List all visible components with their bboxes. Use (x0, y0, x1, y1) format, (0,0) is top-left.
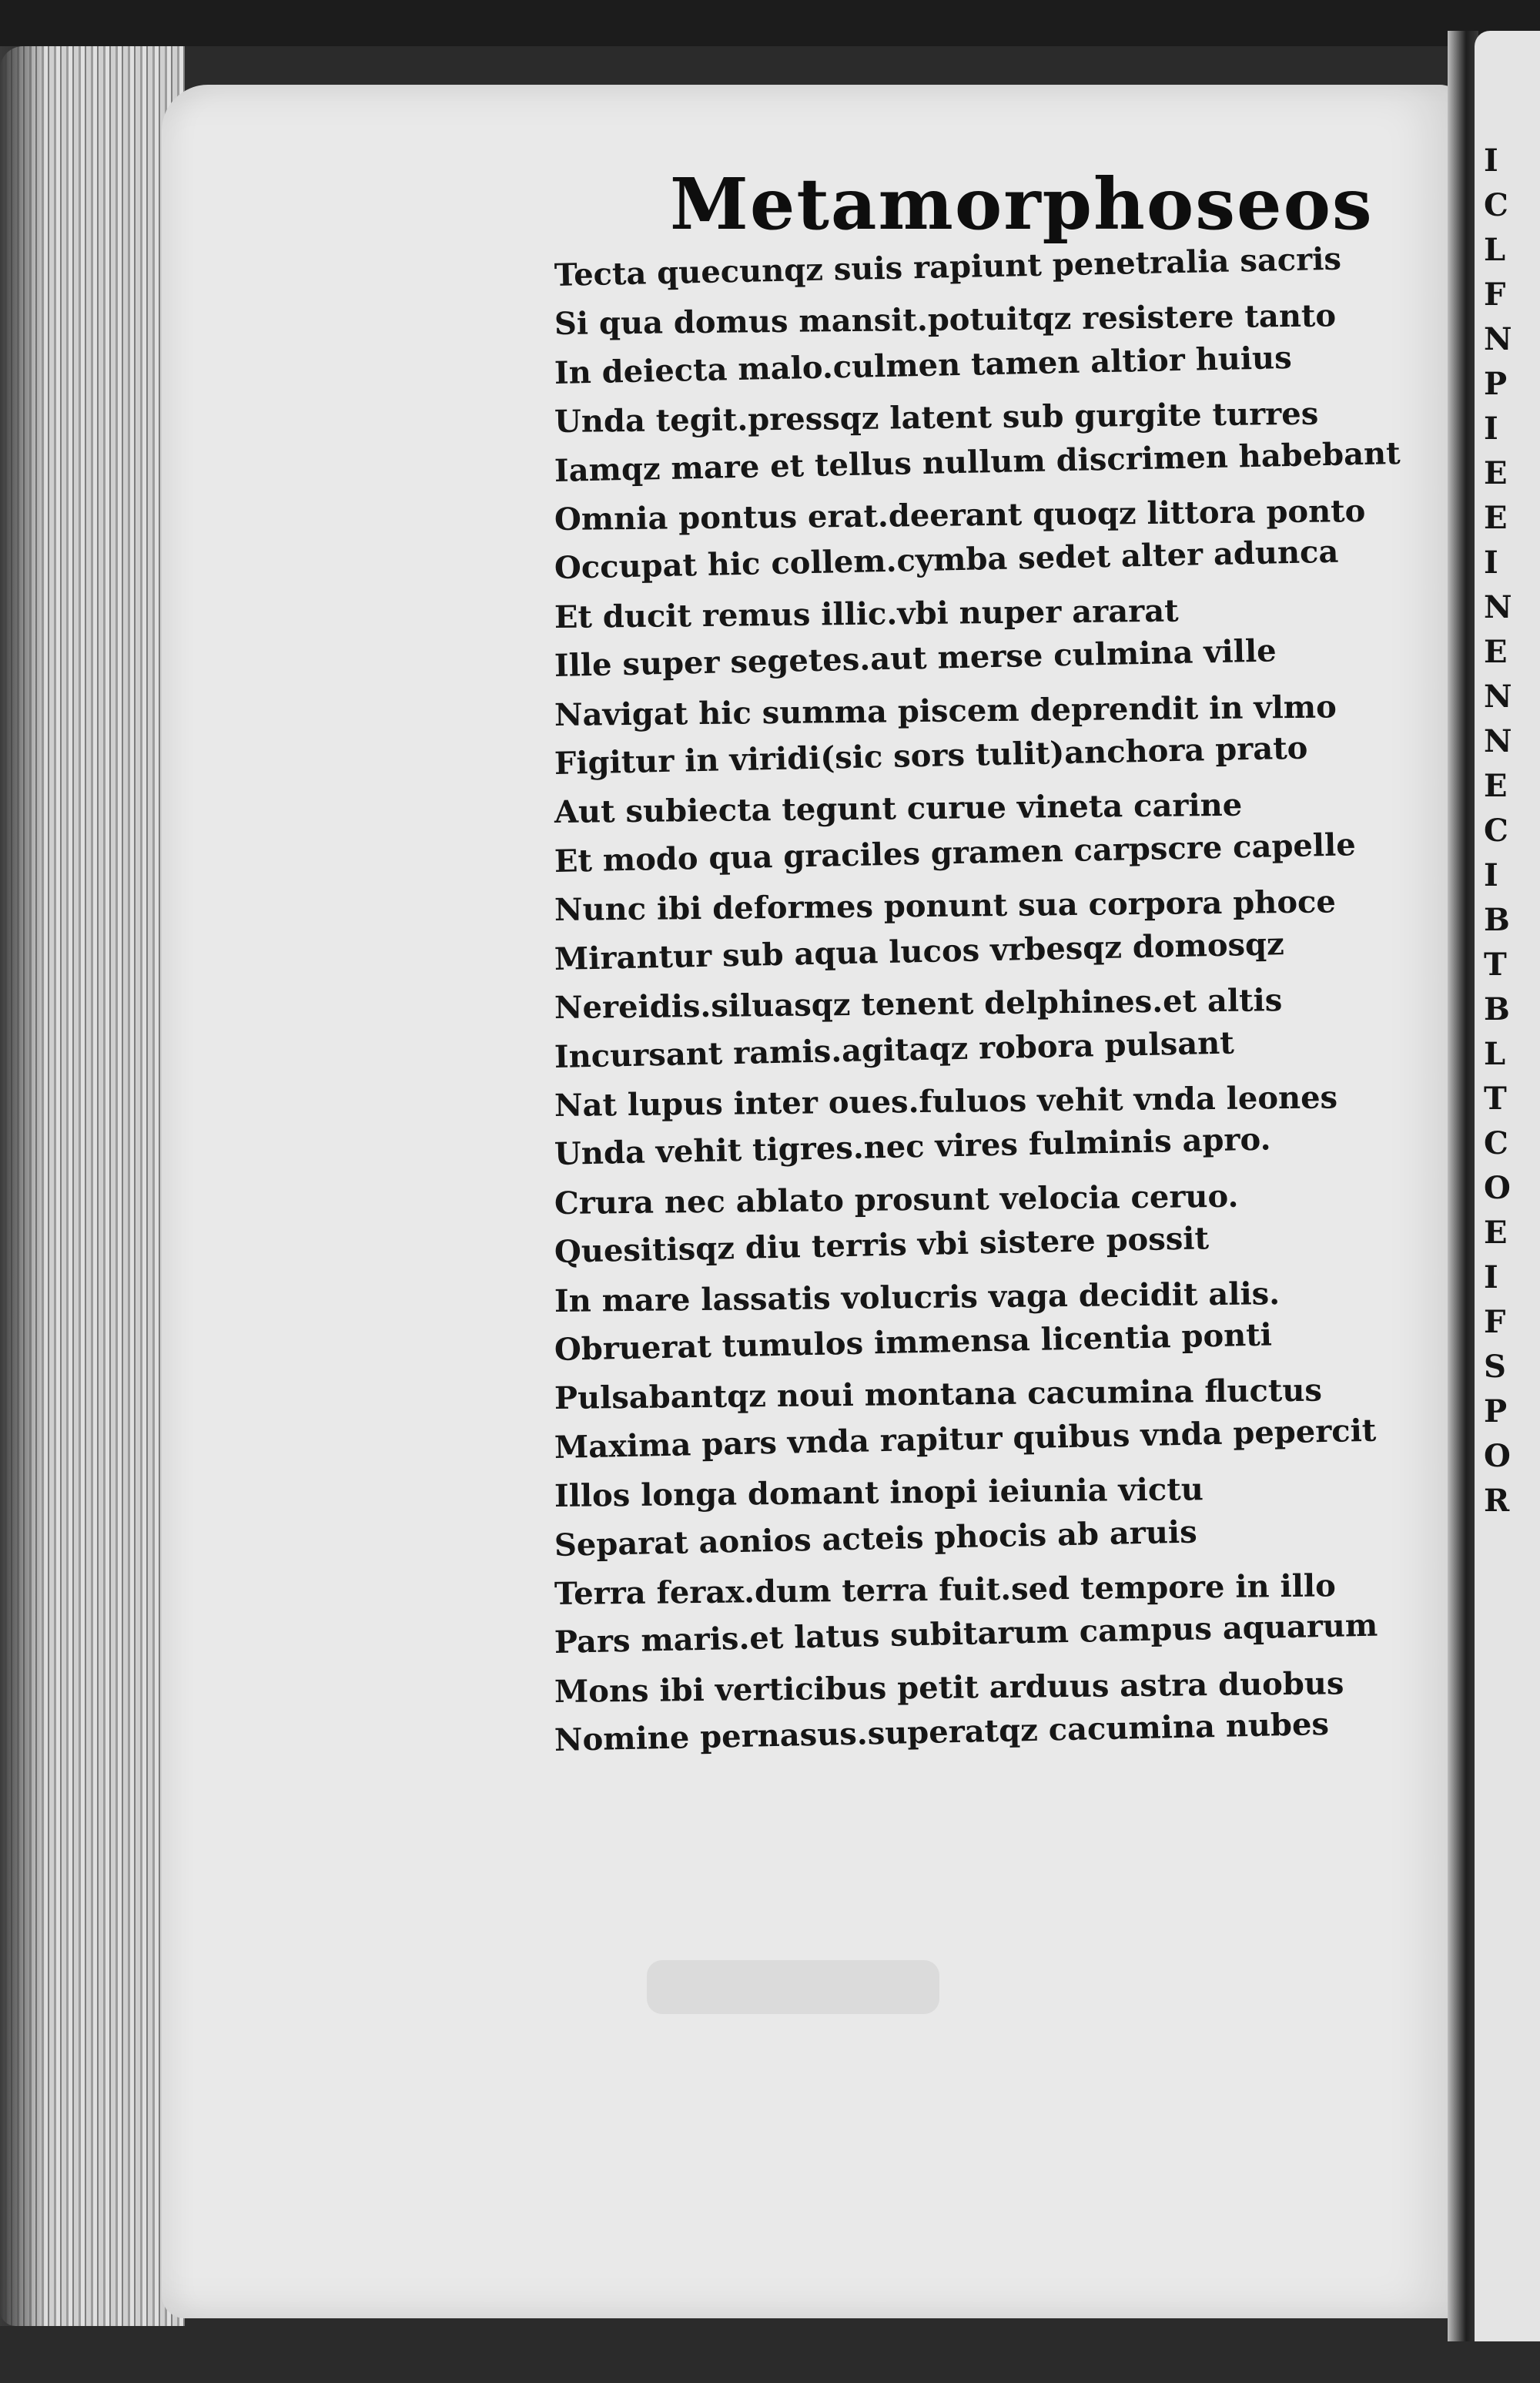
facing-page-line-initial: N (1484, 589, 1512, 625)
facing-page-line-initial: E (1484, 768, 1508, 804)
book-gutter (1448, 31, 1478, 2341)
verse-line: Et ducit remus illic.vbi nuper ararat (554, 592, 1179, 635)
verse-line: Ille super segetes.aut merse culmina ville (554, 632, 1277, 685)
facing-page-line-initial: P (1484, 366, 1508, 402)
facing-page-line-initial: C (1484, 813, 1508, 849)
background (0, 0, 1540, 46)
verse-line: In deiecta malo.culmen tamen altior huius (554, 339, 1293, 391)
facing-page-line-initial: E (1484, 455, 1508, 491)
verse-line: Obruerat tumulos immensa licentia ponti (554, 1316, 1273, 1368)
verse-line: Unda vehit tigres.nec vires fulminis apro. (554, 1121, 1271, 1173)
facing-page-line-initial: B (1484, 902, 1510, 938)
facing-page-line-initial: P (1484, 1393, 1508, 1429)
facing-page-line-initial: C (1484, 187, 1508, 223)
facing-page-line-initial: N (1484, 723, 1512, 759)
facing-page-line-initial: C (1484, 1125, 1508, 1161)
facing-page-line-initial: L (1484, 1036, 1506, 1072)
text-block (554, 162, 1417, 1765)
verse-line: Incursant ramis.agitaqz robora pulsant (554, 1024, 1235, 1075)
facing-page-line-initial: T (1484, 1081, 1507, 1117)
facing-page-line-initial: E (1484, 634, 1508, 670)
facing-page-line-initial: F (1484, 1304, 1506, 1340)
facing-page-line-initial: I (1484, 857, 1498, 893)
verse-line: Unda tegit.pressqz latent sub gurgite turres (554, 395, 1319, 441)
verse-line: Terra ferax.dum terra fuit.sed tempore in illo (554, 1567, 1337, 1612)
verse-line: Tecta quecunqz suis rapiunt penetralia sacris (554, 240, 1342, 293)
verse-line: Aut subiecta tegunt curue vineta carine (554, 787, 1243, 831)
verse-line: Nomine pernasus.superatqz cacumina nubes (554, 1706, 1330, 1759)
verse-line: Et modo qua graciles gramen carpscre capelle (554, 826, 1357, 880)
verse-line: Pulsabantqz noui montana cacumina fluctus (554, 1372, 1323, 1417)
verse-line: Si qua domus mansit.potuitqz resistere tanto (554, 297, 1337, 343)
facing-page (1475, 31, 1540, 2341)
facing-page-line-initial: I (1484, 142, 1498, 179)
bleed-through-mark (647, 1960, 939, 2014)
verse-line: Mons ibi verticibus petit arduus astra duobus (554, 1665, 1344, 1710)
verse-line: In mare lassatis volucris vaga decidit alis. (554, 1275, 1281, 1319)
facing-page-initials (1475, 31, 1540, 1523)
verse-list (554, 240, 1417, 1765)
facing-page-line-initial: E (1484, 500, 1508, 536)
verse-line: Quesitisqz diu terris vbi sistere possit (554, 1220, 1210, 1271)
verse-line: Omnia pontus erat.deerant quoqz littora ponto (554, 493, 1366, 538)
facing-page-line-initial: S (1484, 1349, 1506, 1385)
facing-page-line-initial: B (1484, 991, 1510, 1027)
verse-line: Mirantur sub aqua lucos vrbesqz domosqz (554, 925, 1285, 977)
facing-page-line-initial: T (1484, 947, 1507, 983)
facing-page-line-initial: I (1484, 545, 1498, 581)
verse-line: Pars maris.et latus subitarum campus aquarum (554, 1607, 1378, 1661)
facing-page-line-initial: F (1484, 277, 1506, 313)
verse-line: Illos longa domant inopi ieiunia victu (554, 1471, 1204, 1515)
facing-page-line-initial: N (1484, 321, 1512, 357)
verse-line: Navigat hic summa piscem deprendit in vlmo (554, 689, 1337, 733)
facing-page-line-initial: I (1484, 411, 1498, 447)
verse-line: Occupat hic collem.cymba sedet alter adunca (554, 534, 1339, 587)
facing-page-line-initial: O (1484, 1170, 1511, 1206)
facing-page-line-initial: R (1484, 1483, 1510, 1519)
facing-page-line-initial: L (1484, 232, 1506, 268)
verse-line: Crura nec ablato prosunt velocia ceruo. (554, 1178, 1239, 1222)
verse-line: Nat lupus inter oues.fuluos vehit vnda leones (554, 1079, 1338, 1124)
verse-line: Separat aonios acteis phocis ab aruis (554, 1513, 1198, 1564)
verse-line: Nunc ibi deformes ponunt sua corpora phoce (554, 883, 1337, 929)
facing-page-line-initial: O (1484, 1438, 1511, 1474)
facing-page-line-initial: N (1484, 679, 1512, 715)
facing-page-line-initial: E (1484, 1215, 1508, 1251)
page-edge-shadow (0, 46, 46, 2326)
verse-line: Iamqz mare et tellus nullum discrimen habebant (554, 434, 1401, 489)
verse-line: Figitur in viridi(sic sors tulit)anchora prato (554, 729, 1308, 783)
verse-line: Maxima pars vnda rapitur quibus vnda pepercit (554, 1412, 1377, 1466)
verse-line: Nereidis.siluasqz tenent delphines.et altis (554, 982, 1283, 1027)
page-title: Metamorphoseos (670, 163, 1374, 246)
facing-page-line-initial: I (1484, 1259, 1498, 1295)
